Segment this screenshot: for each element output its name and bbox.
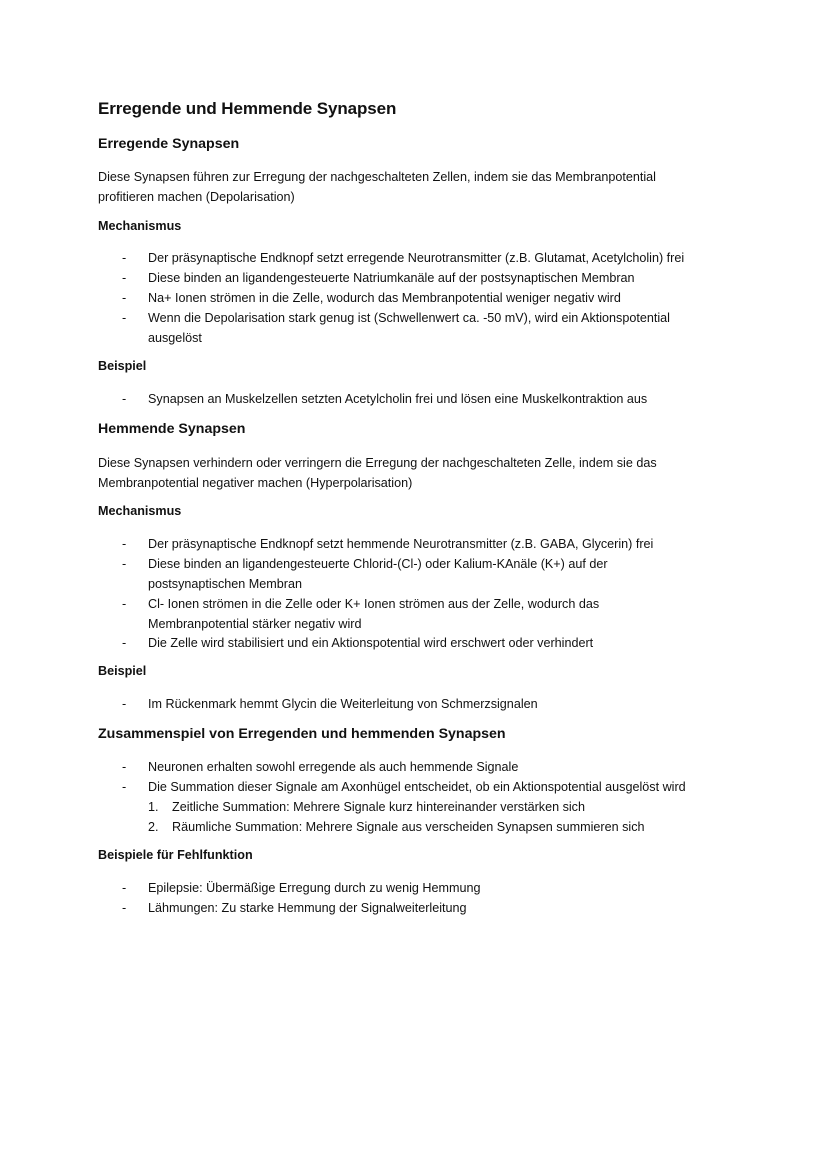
list-item-text: Synapsen an Muskelzellen setzten Acetylcholin frei und lösen eine Muskelkontraktion aus xyxy=(148,392,648,406)
list-item-text: Der präsynaptische Endknopf setzt erregende Neurotransmitter (z.B. Glutamat, Acetylcholin) frei xyxy=(148,251,685,265)
excitatory-intro-line: Diese Synapsen führen zur Erregung der nachgeschalteten Zellen, indem sie das Membranpotential xyxy=(98,170,656,184)
section-heading-excitatory: Erregende Synapsen xyxy=(98,136,240,152)
inhibitory-intro-line: Diese Synapsen verhindern oder verringern die Erregung der nachgeschalteten Zelle, indem sie das xyxy=(98,456,657,470)
bullet-dash: - xyxy=(122,271,127,285)
bullet-dash: - xyxy=(122,557,127,571)
list-item-text: Epilepsie: Übermäßige Erregung durch zu wenig Hemmung xyxy=(148,881,481,895)
bullet-dash: - xyxy=(122,780,127,794)
bullet-dash: - xyxy=(122,537,127,551)
subheading-mechanism: Mechanismus xyxy=(98,219,182,233)
list-item-text: Neuronen erhalten sowohl erregende als auch hemmende Signale xyxy=(148,760,519,774)
list-item-text: Im Rückenmark hemmt Glycin die Weiterleitung von Schmerzsignalen xyxy=(148,697,538,711)
list-item-text: Na+ Ionen strömen in die Zelle, wodurch das Membranpotential weniger negativ wird xyxy=(148,291,621,305)
subheading-example: Beispiel xyxy=(98,664,147,678)
list-item-text: Diese binden an ligandengesteuerte Chlorid-(Cl-) oder Kalium-KAnäle (K+) auf der xyxy=(148,557,608,571)
bullet-dash: - xyxy=(122,311,127,325)
list-item-text: Cl- Ionen strömen in die Zelle oder K+ Ionen strömen aus der Zelle, wodurch das xyxy=(148,597,600,611)
page-title: Erregende und Hemmende Synapsen xyxy=(98,99,397,118)
section-heading-inhibitory: Hemmende Synapsen xyxy=(98,421,246,437)
list-item-text: Lähmungen: Zu starke Hemmung der Signalweiterleitung xyxy=(148,901,467,915)
bullet-dash: - xyxy=(122,697,127,711)
inhibitory-intro-line: Membranpotential negativer machen (Hyperpolarisation) xyxy=(98,476,413,490)
bullet-dash: - xyxy=(122,760,127,774)
subheading-example: Beispiel xyxy=(98,359,147,373)
list-item-text: Wenn die Depolarisation stark genug ist (Schwellenwert ca. -50 mV), wird ein Aktionspotential xyxy=(148,311,670,325)
list-item-text: Diese binden an ligandengesteuerte Natriumkanäle auf der postsynaptischen Membran xyxy=(148,271,635,285)
bullet-dash: - xyxy=(122,636,127,650)
numbered-item-text: Räumliche Summation: Mehrere Signale aus verscheiden Synapsen summieren sich xyxy=(172,820,645,834)
bullet-dash: - xyxy=(122,597,127,611)
section-heading-interplay: Zusammenspiel von Erregenden und hemmenden Synapsen xyxy=(98,726,506,742)
numbered-item-text: Zeitliche Summation: Mehrere Signale kurz hintereinander verstärken sich xyxy=(172,800,585,814)
subheading-malfunction: Beispiele für Fehlfunktion xyxy=(98,848,253,862)
list-item-text: Die Summation dieser Signale am Axonhügel entscheidet, ob ein Aktionspotential ausgelöst wird xyxy=(148,780,686,794)
bullet-dash: - xyxy=(122,901,127,915)
item-number: 1. xyxy=(148,800,159,814)
subheading-mechanism: Mechanismus xyxy=(98,504,182,518)
bullet-dash: - xyxy=(122,881,127,895)
list-item-text: postsynaptischen Membran xyxy=(148,577,303,591)
excitatory-intro-line: profitieren machen (Depolarisation) xyxy=(98,190,295,204)
list-item-text: ausgelöst xyxy=(148,331,202,345)
bullet-dash: - xyxy=(122,392,127,406)
list-item-text: Membranpotential stärker negativ wird xyxy=(148,617,362,631)
item-number: 2. xyxy=(148,820,159,834)
list-item-text: Die Zelle wird stabilisiert und ein Aktionspotential wird erschwert oder verhindert xyxy=(148,636,594,650)
bullet-dash: - xyxy=(122,291,127,305)
list-item-text: Der präsynaptische Endknopf setzt hemmende Neurotransmitter (z.B. GABA, Glycerin) frei xyxy=(148,537,654,551)
bullet-dash: - xyxy=(122,251,127,265)
